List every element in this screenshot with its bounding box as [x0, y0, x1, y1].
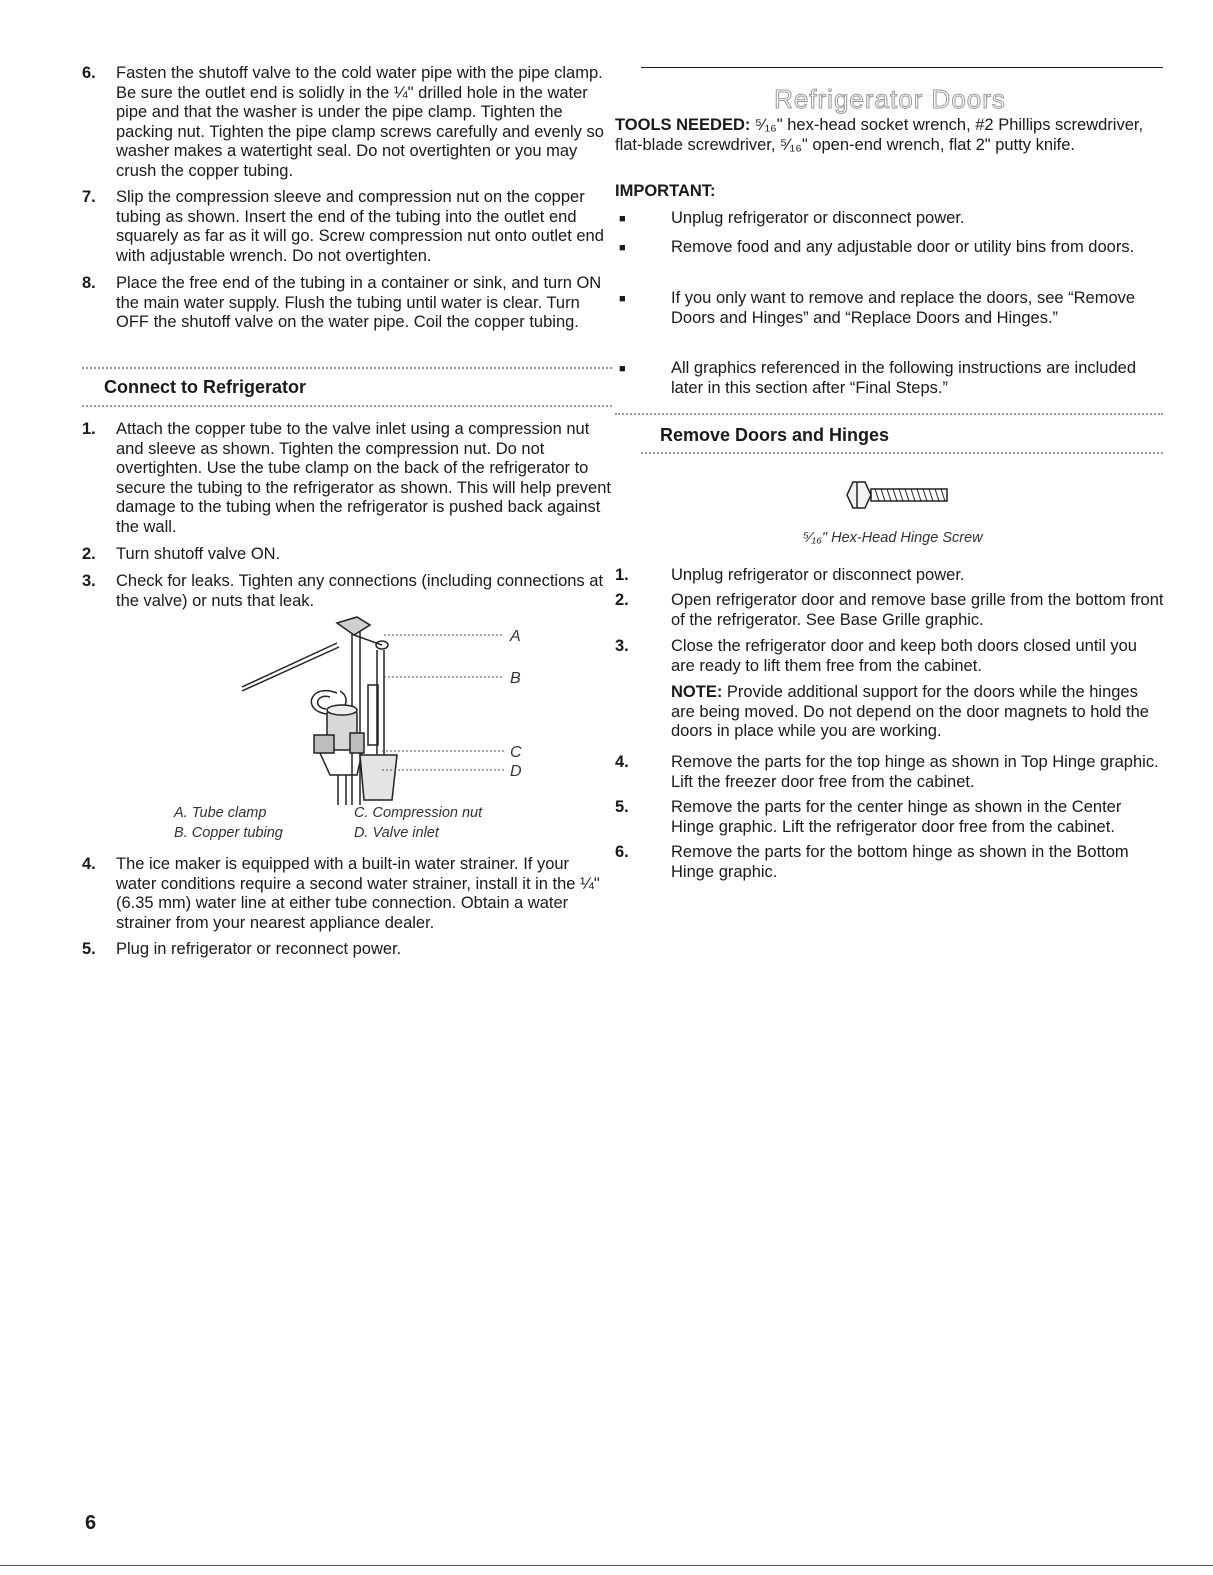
figure-legend-a: A. Tube clamp — [174, 805, 267, 821]
step-text: Fasten the shutoff valve to the cold water pipe with the pipe clamp. Be sure the outlet end is solidly in the ¼" drilled hole in the water pipe and that the washer is under the pipe clamp. Tighten the packing nut. Tighten the pipe clamp screws carefully and evenly so washer makes a watertight seal. Do not overtighten or you may crush the copper tubing. — [116, 64, 604, 180]
bullet-icon: ■ — [619, 363, 626, 375]
bullet-item — [615, 289, 1165, 328]
list-item — [615, 843, 1165, 882]
screw-caption: ⁵⁄₁₆" Hex-Head Hinge Screw — [803, 530, 983, 546]
step-text: Open refrigerator door and remove base grille from the bottom front of the refrigerator. See Base Grille graphic. — [671, 591, 1164, 629]
step-text: Turn shutoff valve ON. — [116, 545, 281, 563]
bullet-item — [615, 238, 1165, 258]
bullet-icon: ■ — [619, 213, 626, 225]
figure-legend-b: B. Copper tubing — [174, 825, 283, 841]
step-text: Slip the compression sleeve and compression nut on the copper tubing as shown. Insert the end of the tubing into the outlet end squarely as far as it will go. Screw compression nut onto outlet end with adjustable wrench. Do not overtighten. — [116, 188, 604, 265]
section-divider — [82, 367, 612, 369]
list-item — [615, 566, 1165, 586]
step-text: Place the free end of the tubing in a container or sink, and turn ON the main water supply. Flush the tubing until water is clear. Turn OFF the shutoff valve on the water pipe. Coil the copper tubing. — [116, 274, 602, 331]
list-item — [615, 637, 1165, 676]
note — [671, 683, 1161, 742]
step-number: 1. — [615, 566, 629, 584]
bullet-item — [615, 209, 1165, 229]
step-text: Remove the parts for the bottom hinge as shown in the Bottom Hinge graphic. — [671, 843, 1129, 881]
list-item — [82, 420, 612, 537]
list-item — [82, 940, 612, 960]
page-number: 6 — [85, 1512, 97, 1534]
callout-c: C — [510, 744, 522, 761]
page-bottom-rule — [0, 1565, 1213, 1566]
step-number: 5. — [615, 798, 629, 816]
valve-connection-illustration — [242, 615, 562, 810]
step-text: Attach the copper tube to the valve inlet using a compression nut and sleeve as shown. Tighten the compression nut. Do not overtighten. Use the tube clamp on the back of the refrigerator to secure the tubing to the refrigerator as shown. This will help prevent damage to the tubing when the refrigerator is pushed back against the wall. — [116, 420, 611, 536]
bullet-text: Unplug refrigerator or disconnect power. — [671, 209, 965, 227]
tools-text: ⁵⁄₁₆" hex-head socket wrench, #2 Phillips screwdriver, flat-blade screwdriver, ⁵⁄₁₆" open-end wrench, flat 2" putty knife. — [615, 116, 1144, 154]
figure-legend-d: D. Valve inlet — [354, 825, 439, 841]
step-text: Check for leaks. Tighten any connections (including connections at the valve) or nuts that leak. — [116, 572, 604, 610]
list-item — [615, 753, 1165, 792]
step-number: 5. — [82, 940, 96, 958]
bullet-text: All graphics referenced in the following instructions are included later in this section after “Final Steps.” — [671, 359, 1137, 397]
list-item — [82, 274, 612, 333]
important-label: IMPORTANT: — [615, 182, 716, 200]
list-item — [82, 64, 612, 181]
step-number: 4. — [82, 855, 96, 873]
note-text: Provide additional support for the doors while the hinges are being moved. Do not depend on the door magnets to hold the doors in place while you are working. — [671, 683, 1149, 740]
tools-label: TOOLS NEEDED: — [615, 116, 751, 134]
step-number: 6. — [82, 64, 96, 82]
list-item — [82, 572, 612, 611]
section-heading-connect: Connect to Refrigerator — [104, 377, 307, 397]
list-item — [82, 855, 612, 933]
step-number: 4. — [615, 753, 629, 771]
step-text: Remove the parts for the top hinge as shown in Top Hinge graphic. Lift the freezer door free from the cabinet. — [671, 753, 1159, 791]
step-text: Plug in refrigerator or reconnect power. — [116, 940, 402, 958]
step-number: 6. — [615, 843, 629, 861]
step-text: Remove the parts for the center hinge as shown in the Center Hinge graphic. Lift the refrigerator door free from the cabinet. — [671, 798, 1122, 836]
step-text: The ice maker is equipped with a built-in water strainer. If your water conditions require a second water strainer, install it in the ¼" (6.35 mm) water line at either tube connection. Obtain a water strainer from your nearest appliance dealer. — [116, 855, 600, 932]
note-label: NOTE: — [671, 683, 723, 701]
figure-legend-c: C. Compression nut — [354, 805, 483, 821]
step-number: 3. — [615, 637, 629, 655]
bullet-icon: ■ — [619, 242, 626, 254]
bullet-text: Remove food and any adjustable door or utility bins from doors. — [671, 238, 1135, 256]
section-heading-remove: Remove Doors and Hinges — [660, 425, 890, 445]
section-divider — [615, 413, 1163, 415]
bullet-icon: ■ — [619, 293, 626, 305]
bullet-item — [615, 359, 1165, 398]
bullet-text: If you only want to remove and replace the doors, see “Remove Doors and Hinges” and “Replace Doors and Hinges.” — [671, 289, 1136, 327]
list-item — [615, 591, 1165, 630]
section-divider — [641, 452, 1163, 454]
section-title: Refrigerator Doors — [774, 84, 1006, 114]
callout-a: A — [510, 628, 521, 645]
step-number: 3. — [82, 572, 96, 590]
section-top-rule — [641, 67, 1163, 68]
step-number: 2. — [615, 591, 629, 609]
list-item — [82, 188, 612, 266]
tools-needed — [615, 116, 1160, 155]
list-item — [615, 798, 1165, 837]
step-text: Close the refrigerator door and keep both doors closed until you are ready to lift them free from the cabinet. — [671, 637, 1137, 675]
step-number: 7. — [82, 188, 96, 206]
section-divider — [82, 405, 612, 407]
list-item — [82, 545, 612, 565]
step-number: 2. — [82, 545, 96, 563]
step-number: 8. — [82, 274, 96, 292]
step-number: 1. — [82, 420, 96, 438]
callout-b: B — [510, 670, 521, 687]
step-text: Unplug refrigerator or disconnect power. — [671, 566, 965, 584]
callout-d: D — [510, 763, 522, 780]
hex-head-screw-icon — [845, 478, 955, 512]
